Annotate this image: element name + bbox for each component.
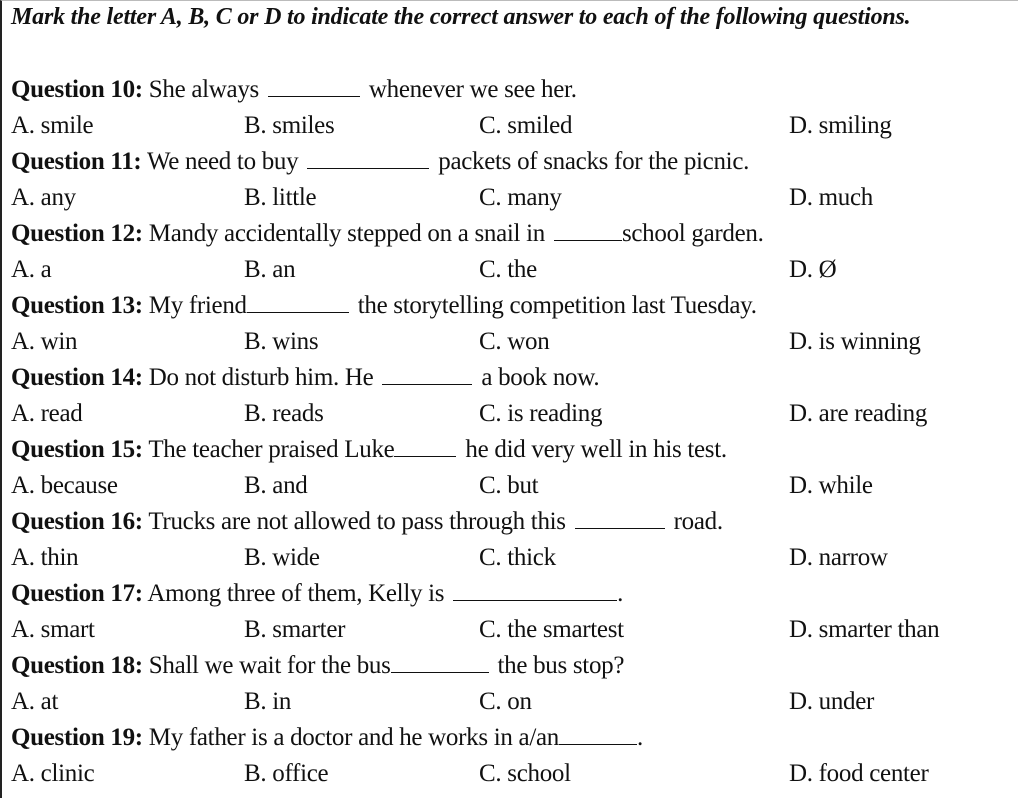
answer-options	[11, 468, 1011, 504]
option-d[interactable]: D. much	[789, 184, 873, 211]
answer-options	[11, 684, 1011, 720]
question-text-after: he did very well in his test.	[465, 436, 727, 463]
answer-blank	[382, 362, 472, 385]
option-b[interactable]: B. little	[244, 184, 317, 211]
option-c[interactable]: C. thick	[479, 544, 556, 571]
question-stem	[11, 216, 764, 252]
question-12	[11, 216, 1011, 288]
answer-options	[11, 252, 1011, 288]
option-d[interactable]: D. narrow	[789, 544, 888, 571]
question-text-after: packets of snacks for the picnic.	[438, 148, 750, 175]
option-d[interactable]: D. under	[789, 688, 875, 715]
question-text-after: whenever we see her.	[368, 76, 577, 103]
question-stem	[11, 432, 727, 468]
option-b[interactable]: B. an	[244, 256, 296, 283]
question-stem	[11, 144, 749, 180]
option-a[interactable]: A. a	[11, 256, 52, 283]
question-14	[11, 360, 1011, 432]
option-d[interactable]: D. smarter than	[789, 616, 940, 643]
question-text-before: Among three of them, Kelly is	[147, 580, 445, 607]
answer-blank	[394, 434, 456, 457]
option-c[interactable]: C. won	[479, 328, 550, 355]
answer-blank	[559, 722, 637, 745]
question-label: Question 12:	[11, 220, 143, 247]
option-c[interactable]: C. the	[479, 256, 537, 283]
answer-blank	[268, 74, 360, 97]
option-a[interactable]: A. clinic	[11, 760, 95, 787]
question-10	[11, 72, 1011, 144]
answer-options	[11, 756, 1011, 792]
question-label: Question 14:	[11, 364, 143, 391]
option-a[interactable]: A. any	[11, 184, 76, 211]
option-a[interactable]: A. smile	[11, 112, 94, 139]
answer-options	[11, 180, 1011, 216]
answer-options	[11, 396, 1011, 432]
option-b[interactable]: B. smiles	[244, 112, 335, 139]
question-text-before: Mandy accidentally stepped on a snail in	[148, 220, 545, 247]
question-text-before: The teacher praised Luke	[148, 436, 395, 463]
answer-options	[11, 108, 1011, 144]
option-d[interactable]: D. Ø	[789, 256, 837, 283]
option-c[interactable]: C. many	[479, 184, 562, 211]
option-a[interactable]: A. read	[11, 400, 83, 427]
question-label: Question 19:	[11, 724, 143, 751]
instruction-heading: Mark the letter A, B, C or D to indicate the correct answer to each of the following questions.	[11, 4, 911, 30]
option-b[interactable]: B. wide	[244, 544, 320, 571]
question-text-after: a book now.	[481, 364, 600, 391]
question-text-after: .	[636, 724, 643, 751]
option-d[interactable]: D. are reading	[789, 400, 928, 427]
question-text-after: the bus stop?	[497, 652, 625, 679]
question-text-before: Trucks are not allowed to pass through this	[148, 508, 566, 535]
question-17	[11, 576, 1011, 648]
answer-blank	[575, 506, 665, 529]
question-label: Question 13:	[11, 292, 143, 319]
option-a[interactable]: A. smart	[11, 616, 95, 643]
question-stem	[11, 504, 723, 540]
question-list	[11, 72, 1011, 792]
option-d[interactable]: D. food center	[789, 760, 929, 787]
question-text-before: Shall we wait for the bus	[148, 652, 391, 679]
question-text-after: the storytelling competition last Tuesday.	[357, 292, 757, 319]
option-c[interactable]: C. school	[479, 760, 571, 787]
question-11	[11, 144, 1011, 216]
answer-options	[11, 612, 1011, 648]
question-label: Question 18:	[11, 652, 143, 679]
option-b[interactable]: B. office	[244, 760, 329, 787]
question-19	[11, 720, 1011, 792]
option-d[interactable]: D. is winning	[789, 328, 921, 355]
question-label: Question 15:	[11, 436, 143, 463]
answer-blank	[453, 578, 617, 601]
question-text-after: school garden.	[621, 220, 764, 247]
option-a[interactable]: A. win	[11, 328, 78, 355]
answer-blank	[247, 290, 349, 313]
question-13	[11, 288, 1011, 360]
question-stem	[11, 72, 577, 108]
question-label: Question 17:	[11, 580, 143, 607]
option-b[interactable]: B. wins	[244, 328, 319, 355]
option-d[interactable]: D. smiling	[789, 112, 892, 139]
answer-blank	[307, 146, 429, 169]
answer-blank	[391, 650, 489, 673]
question-text-before: Do not disturb him. He	[148, 364, 374, 391]
option-c[interactable]: C. on	[479, 688, 532, 715]
question-label: Question 11:	[11, 148, 142, 175]
option-a[interactable]: A. thin	[11, 544, 79, 571]
answer-options	[11, 540, 1011, 576]
question-stem	[11, 576, 623, 612]
question-label: Question 10:	[11, 76, 143, 103]
question-text-before: My father is a doctor and he works in a/an	[148, 724, 559, 751]
option-c[interactable]: C. smiled	[479, 112, 573, 139]
question-text-before: We need to buy	[146, 148, 299, 175]
question-stem	[11, 288, 757, 324]
option-b[interactable]: B. in	[244, 688, 292, 715]
option-b[interactable]: B. reads	[244, 400, 324, 427]
question-text-after: road.	[673, 508, 723, 535]
option-b[interactable]: B. smarter	[244, 616, 346, 643]
question-15	[11, 432, 1011, 504]
option-c[interactable]: C. but	[479, 472, 539, 499]
question-stem	[11, 720, 643, 756]
answer-blank	[554, 218, 622, 241]
option-b[interactable]: B. and	[244, 472, 308, 499]
option-a[interactable]: A. at	[11, 688, 59, 715]
question-stem	[11, 360, 599, 396]
question-18	[11, 648, 1011, 720]
question-text-before: My friend	[148, 292, 247, 319]
option-a[interactable]: A. because	[11, 472, 118, 499]
question-stem	[11, 648, 624, 684]
question-16	[11, 504, 1011, 576]
option-c[interactable]: C. is reading	[479, 400, 603, 427]
question-text-before: She always	[148, 76, 259, 103]
answer-options	[11, 324, 1011, 360]
option-c[interactable]: C. the smartest	[479, 616, 624, 643]
question-label: Question 16:	[11, 508, 143, 535]
option-d[interactable]: D. while	[789, 472, 873, 499]
question-text-after: .	[617, 580, 624, 607]
